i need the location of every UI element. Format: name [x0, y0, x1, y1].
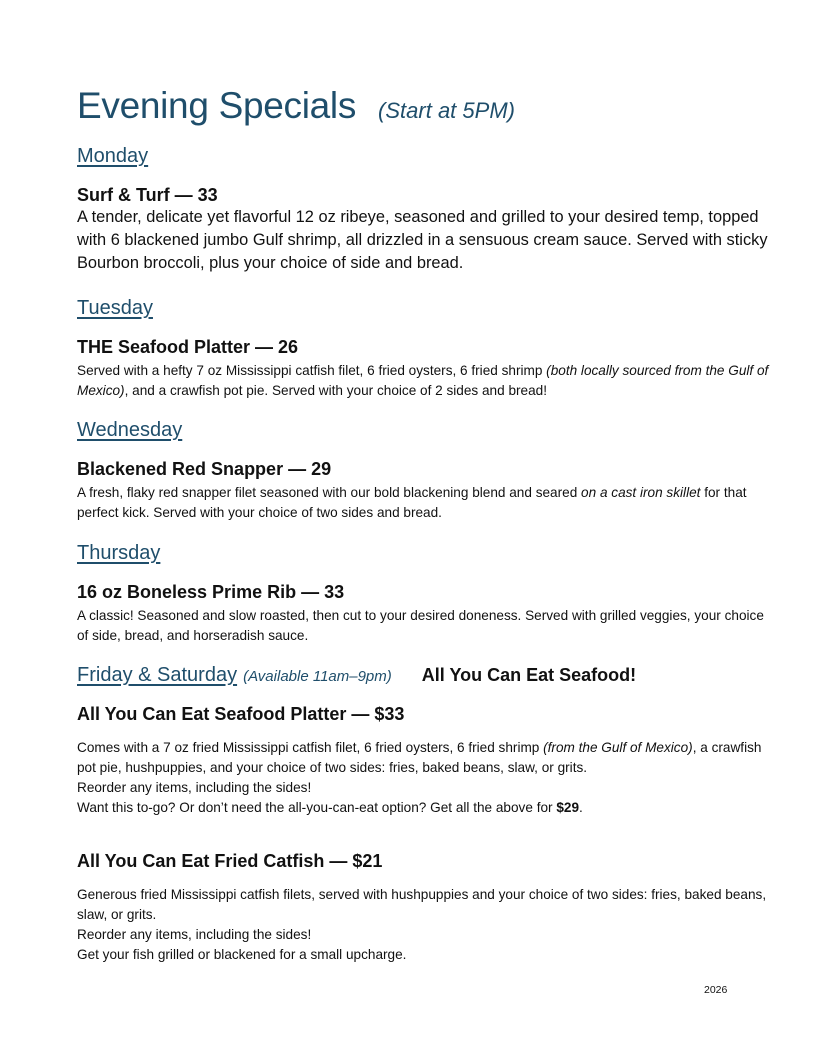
section-monday	[77, 144, 777, 168]
togo-price: $29	[556, 800, 580, 815]
item-title: Surf & Turf — 33	[77, 185, 218, 205]
section-friday-saturday	[77, 664, 777, 687]
desc-text: , a crawfish pot pie, hushpuppies, and your choice of two sides: fries, baked beans, slaw, or grits.	[77, 740, 762, 775]
item-prime-rib	[77, 581, 777, 646]
desc-italic: on a cast iron skillet	[581, 485, 701, 500]
item-surf-turf	[77, 184, 777, 275]
day-heading-wednesday: Wednesday	[77, 419, 183, 441]
desc-italic: (from the Gulf of Mexico)	[543, 740, 693, 755]
desc-text: for that perfect kick. Served with your choice of two sides and bread.	[77, 485, 747, 520]
togo-end: .	[579, 800, 583, 815]
ayce-banner: All You Can Eat Seafood!	[421, 665, 637, 685]
desc-italic: (both locally sourced from the Gulf of Mexico)	[77, 363, 769, 398]
page-header	[77, 84, 777, 130]
upcharge-note: Get your fish grilled or blackened for a small upcharge.	[77, 947, 407, 962]
day-heading-monday: Monday	[77, 145, 149, 167]
item-title: All You Can Eat Seafood Platter — $33	[77, 704, 405, 724]
day-heading-thursday: Thursday	[77, 542, 161, 564]
item-description: Generous fried Mississippi catfish filets, served with hushpuppies and your choice of two sides: fries, baked beans, slaw, or grits.	[77, 887, 767, 922]
item-description	[77, 738, 777, 778]
item-title: Blackened Red Snapper — 29	[77, 459, 332, 479]
item-title: THE Seafood Platter — 26	[77, 337, 299, 357]
item-description: A classic! Seasoned and slow roasted, then cut to your desired doneness. Served with grilled veggies, your choice of side, bread, and horseradish sauce.	[77, 608, 764, 643]
desc-text: Comes with a 7 oz fried Mississippi catfish filet, 6 fried oysters, 6 fried shrimp	[77, 740, 544, 755]
togo-text: Want this to-go? Or don’t need the all-you-can-eat option? Get all the above for	[77, 800, 557, 815]
item-title: All You Can Eat Fried Catfish — $21	[77, 851, 383, 871]
desc-text: A fresh, flaky red snapper filet seasoned with our bold blackening blend and seared	[77, 485, 582, 500]
availability-note: (Available 11am–9pm)	[243, 668, 392, 685]
section-tuesday	[77, 296, 777, 320]
page-title: Evening Specials	[77, 85, 357, 126]
desc-text: Served with a hefty 7 oz Mississippi catfish filet, 6 fried oysters, 6 fried shrimp	[77, 363, 547, 378]
item-description: A tender, delicate yet flavorful 12 oz ribeye, seasoned and grilled to your desired temp, topped with 6 blackened jumbo Gulf shrimp, all drizzled in a sensuous cream sauce. Served with sticky Bourbon broccoli, plus your choice of side and bread.	[77, 208, 768, 272]
reorder-note: Reorder any items, including the sides!	[77, 927, 312, 942]
day-heading-tuesday: Tuesday	[77, 297, 153, 319]
reorder-note: Reorder any items, including the sides!	[77, 780, 312, 795]
footer-year: 2026	[704, 984, 728, 996]
togo-note	[77, 798, 777, 818]
item-title: 16 oz Boneless Prime Rib — 33	[77, 582, 345, 602]
item-description	[77, 483, 777, 523]
item-ayce-seafood-platter	[77, 703, 777, 818]
item-seafood-platter	[77, 336, 777, 401]
desc-text: , and a crawfish pot pie. Served with your choice of 2 sides and bread!	[124, 383, 547, 398]
section-wednesday	[77, 418, 777, 442]
item-description	[77, 361, 777, 401]
page-subtitle: (Start at 5PM)	[378, 98, 515, 123]
item-ayce-fried-catfish	[77, 850, 777, 965]
day-heading-friday-saturday: Friday & Saturday	[77, 664, 238, 686]
item-red-snapper	[77, 458, 777, 523]
section-thursday	[77, 541, 777, 565]
